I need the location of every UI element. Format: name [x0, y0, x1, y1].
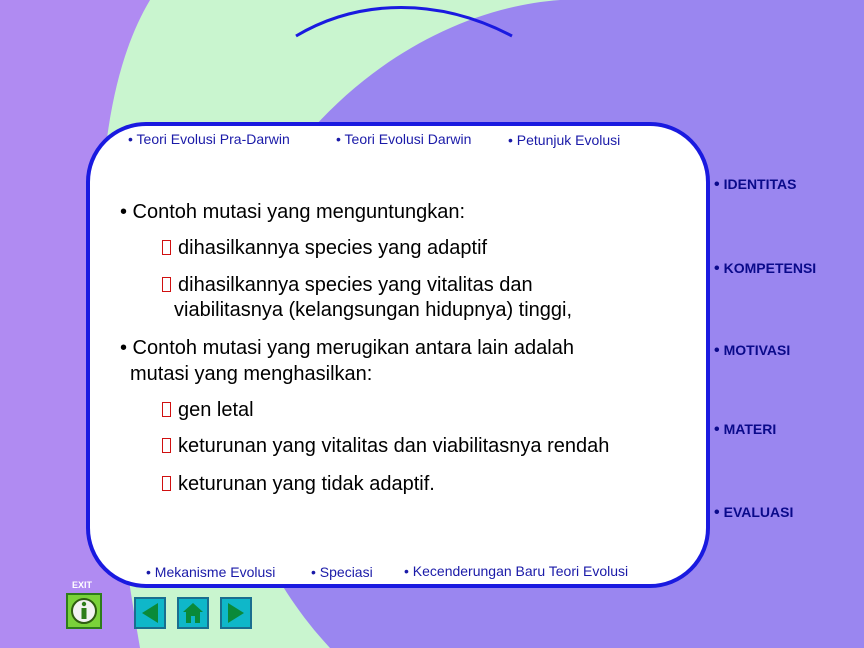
- content-line: • Contoh mutasi yang menguntungkan:: [120, 201, 465, 223]
- bullet-dot: •: [714, 260, 720, 277]
- arrow-right-icon: [222, 599, 250, 627]
- content-line: dihasilkannya species yang adaptif: [162, 237, 487, 260]
- square-bullet-icon: [162, 402, 171, 417]
- content-line: viabilitasnya (kelangsungan hidupnya) tinggi,: [174, 299, 573, 321]
- content-line: • Contoh mutasi yang merugikan antara lain adalah: [120, 337, 574, 359]
- bullet-dot: •: [714, 176, 720, 193]
- bullet-dot: •: [714, 342, 720, 359]
- content-line: keturunan yang vitalitas dan viabilitasnya rendah: [162, 435, 609, 458]
- content-line: keturunan yang tidak adaptif.: [162, 473, 435, 496]
- content-line: dihasilkannya species yang vitalitas dan: [162, 274, 533, 297]
- square-bullet-icon: [162, 476, 171, 491]
- info-button[interactable]: [66, 593, 102, 629]
- square-bullet-icon: [162, 438, 171, 453]
- side-nav-motivasi[interactable]: • MOTIVASI: [714, 342, 791, 359]
- next-button[interactable]: [220, 597, 252, 629]
- nav-petunjuk-evolusi[interactable]: • Petunjuk Evolusi: [508, 132, 621, 148]
- nav-kecenderungan-baru[interactable]: • Kecenderungan Baru Teori Evolusi: [404, 563, 629, 579]
- exit-label: EXIT: [72, 580, 93, 590]
- nav-teori-darwin[interactable]: • Teori Evolusi Darwin: [336, 131, 472, 147]
- previous-button[interactable]: [134, 597, 166, 629]
- nav-speciasi[interactable]: • Speciasi: [311, 564, 373, 580]
- side-nav-evaluasi[interactable]: • EVALUASI: [714, 504, 794, 521]
- content-line: mutasi yang menghasilkan:: [130, 363, 373, 385]
- info-icon: [68, 595, 100, 627]
- side-nav-kompetensi[interactable]: • KOMPETENSI: [714, 260, 817, 277]
- square-bullet-icon: [162, 277, 171, 292]
- bullet-dot: •: [714, 421, 720, 438]
- side-nav-materi[interactable]: • MATERI: [714, 421, 777, 438]
- square-bullet-icon: [162, 240, 171, 255]
- side-nav-identitas[interactable]: • IDENTITAS: [714, 176, 797, 193]
- nav-teori-pra-darwin[interactable]: • Teori Evolusi Pra-Darwin: [128, 131, 290, 147]
- nav-mekanisme-evolusi[interactable]: • Mekanisme Evolusi: [146, 564, 276, 580]
- arrow-left-icon: [136, 599, 164, 627]
- home-icon: [179, 599, 207, 627]
- content-line: gen letal: [162, 399, 254, 422]
- home-button[interactable]: [177, 597, 209, 629]
- bullet-dot: •: [714, 504, 720, 521]
